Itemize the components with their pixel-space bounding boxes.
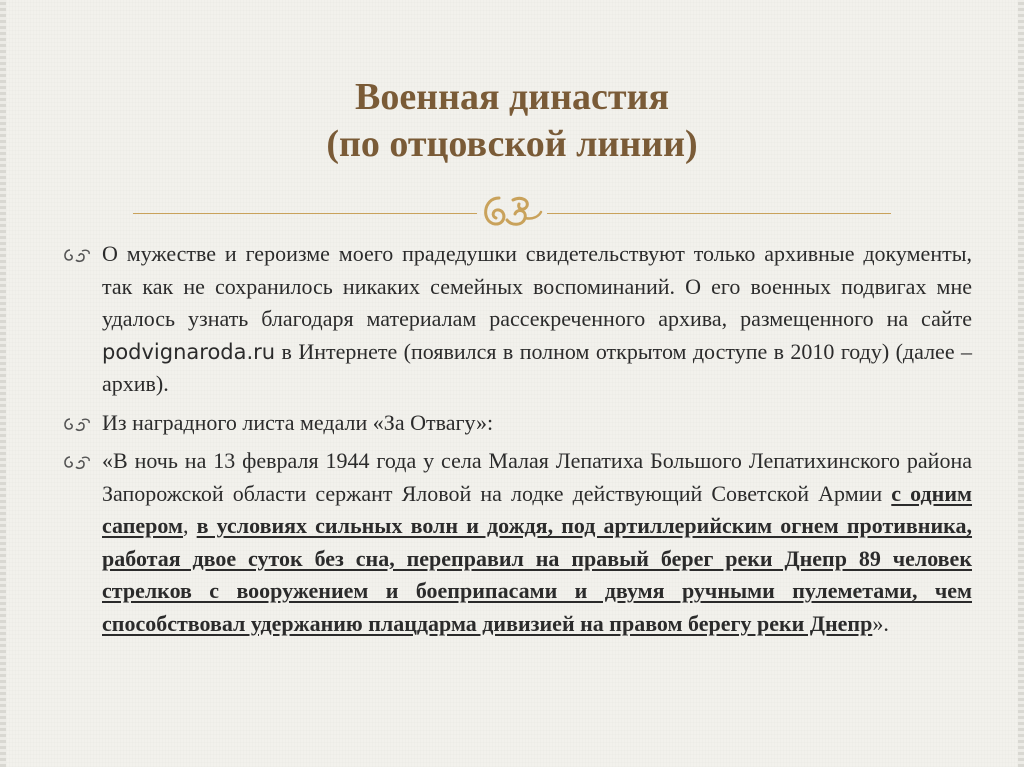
quote-end: ».: [872, 610, 889, 636]
bullet-1-text-end: в Интернете (появился в полном открытом доступе в 2010 году) (далее – архив).: [102, 338, 972, 396]
curl-bullet-icon: [62, 247, 92, 263]
swirl-ornament-icon: [477, 190, 547, 235]
curl-bullet-icon: [62, 416, 92, 432]
curl-bullet-icon: [62, 454, 92, 470]
quote-text-start: «В ночь на 13 февраля 1944 года у села Малая Лепатиха Большого Лепатихинского района Запорожской области сержант Яловой на лодке действующий Советской Армии: [102, 448, 972, 506]
divider-left-line: [133, 213, 477, 214]
slide-title: [0, 74, 1024, 168]
website-link[interactable]: podvignaroda.ru: [102, 339, 276, 364]
slide-body: [62, 238, 972, 646]
bullet-1-text-start: О мужестве и героизме моего прадедушки свидетельствуют только архивные документы, так как не сохранилось никаких семейных воспоминаний. О его военных подвигах мне удалось узнать благодаря материалам рассекреченного архива, размещенного на сайте: [102, 241, 972, 331]
divider-right-line: [547, 213, 891, 214]
bullet-item-1: [62, 238, 972, 401]
quote-underlined-1: с одним сапером: [102, 480, 972, 538]
bullet-item-3: [62, 445, 972, 640]
title-line-1: Военная династия: [354, 76, 670, 118]
quote-underlined-2: в условиях сильных волн и дождя, под артиллерийским огнем противника, работая двое суток без сна, переправил на правый берег реки Днепр 89 человек стрелков с вооружением и боеприпасами и двумя ручными пулеметами, чем способствовал удержанию плацдарма дивизией на правом берегу реки Днепр: [102, 513, 973, 636]
title-line-2: (по отцовской линии): [326, 123, 698, 165]
quote-separator: ,: [183, 513, 197, 538]
bullet-item-2: [62, 407, 972, 440]
bullet-2-text: Из наградного листа медали «За Отвагу»:: [102, 409, 494, 435]
